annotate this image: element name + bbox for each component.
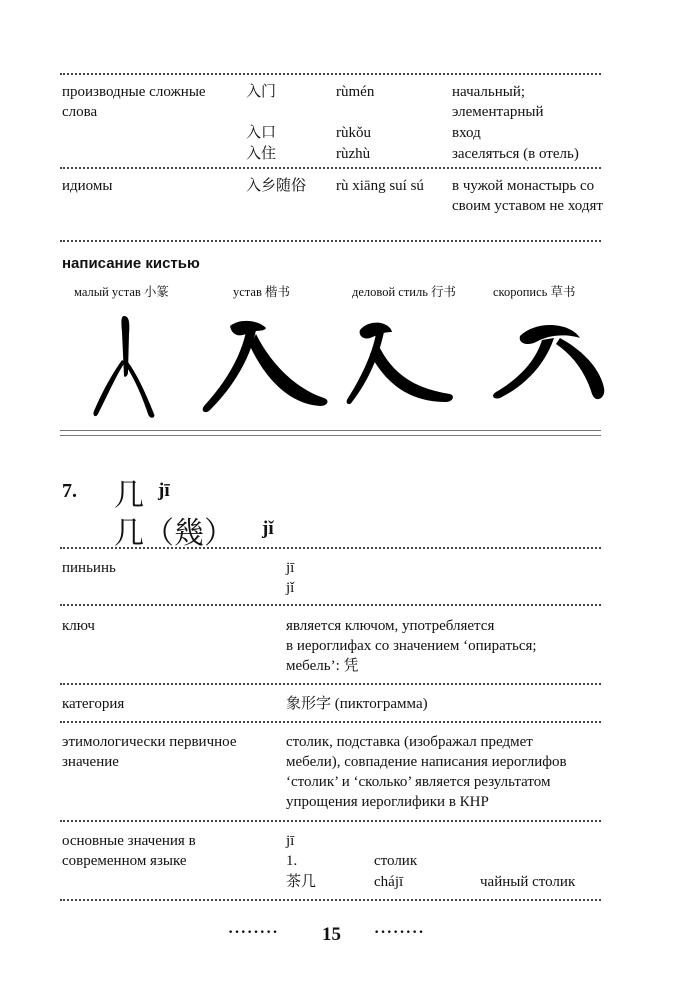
- entry-character-variant: 几（幾）: [114, 516, 234, 551]
- entry-number: 7.: [62, 480, 77, 502]
- divider: [60, 547, 601, 549]
- entry-character: 几: [114, 478, 144, 513]
- pinyin: rùkǒu: [336, 125, 371, 141]
- etymology-text: ‘столик’ и ‘сколько’ является результатом: [286, 774, 551, 790]
- brush-style-label: скоропись 草书: [493, 285, 576, 299]
- running-script-glyph: [347, 323, 453, 404]
- cursive-script-glyph: [493, 325, 604, 399]
- brush-style-label: устав 楷书: [233, 285, 290, 299]
- radical-text: мебель’: 凭: [286, 658, 359, 674]
- meaning: начальный; элементарный: [452, 84, 544, 120]
- divider: [60, 820, 601, 822]
- pinyin: rùmén: [336, 84, 375, 100]
- brush-heading: написание кистью: [62, 255, 200, 272]
- sense-number: 1.: [286, 853, 298, 869]
- divider: [60, 240, 601, 242]
- example-pinyin: chájī: [374, 874, 404, 890]
- row-label-etymology: этимологически первичное значение: [62, 734, 237, 770]
- divider: [60, 683, 601, 685]
- hanzi: 入住: [246, 146, 277, 162]
- row-label-idioms: идиомы: [62, 178, 113, 194]
- row-label-pinyin: пиньинь: [62, 560, 116, 576]
- row-label-category: категория: [62, 696, 125, 712]
- meanings-pinyin: jī: [286, 833, 295, 849]
- footer-dots-left: ········: [228, 924, 279, 941]
- meaning: заселяться (в отель): [452, 146, 579, 162]
- regular-script-glyph: [203, 321, 328, 412]
- hanzi: 入门: [246, 84, 277, 100]
- divider: [60, 604, 601, 606]
- example-meaning: чайный столик: [480, 874, 576, 890]
- section-divider: [60, 430, 601, 436]
- etymology-text: мебели), совпадение написания иероглифов: [286, 754, 567, 770]
- row-label-meanings: основные значения в современном языке: [62, 833, 196, 869]
- meaning: в чужой монастырь со своим уставом не ходят: [452, 178, 603, 214]
- sense-text: столик: [374, 853, 418, 869]
- divider: [60, 899, 601, 901]
- footer-dots-right: ········: [374, 924, 425, 941]
- radical-text: является ключом, употребляется: [286, 618, 495, 634]
- entry-pinyin-variant: jǐ: [262, 518, 274, 539]
- brush-glyphs: [80, 310, 610, 425]
- row-label-derived-words: производные сложные слова: [62, 84, 206, 120]
- etymology-text: упрощения иероглифики в КНР: [286, 794, 489, 810]
- hanzi: 入乡随俗: [246, 178, 307, 194]
- pinyin-reading: jī: [286, 560, 295, 576]
- pinyin: rù xiāng suí sú: [336, 178, 424, 194]
- example-hanzi: 茶几: [286, 874, 317, 890]
- pinyin: rùzhù: [336, 146, 371, 162]
- row-label-radical: ключ: [62, 618, 95, 634]
- divider: [60, 721, 601, 723]
- etymology-text: столик, подставка (изображал предмет: [286, 734, 533, 750]
- category-text: 象形字 (пиктограмма): [286, 696, 428, 712]
- pinyin-reading: jǐ: [286, 580, 295, 596]
- page-number: 15: [322, 924, 341, 945]
- divider: [60, 167, 601, 169]
- brush-style-label: деловой стиль 行书: [352, 285, 457, 299]
- radical-text: в иероглифах со значением ‘опираться;: [286, 638, 537, 654]
- seal-script-glyph: [93, 316, 154, 418]
- meaning: вход: [452, 125, 481, 141]
- divider: [60, 73, 601, 75]
- entry-pinyin: jī: [158, 480, 170, 501]
- hanzi: 入口: [246, 125, 277, 141]
- brush-style-label: малый устав 小篆: [74, 285, 169, 299]
